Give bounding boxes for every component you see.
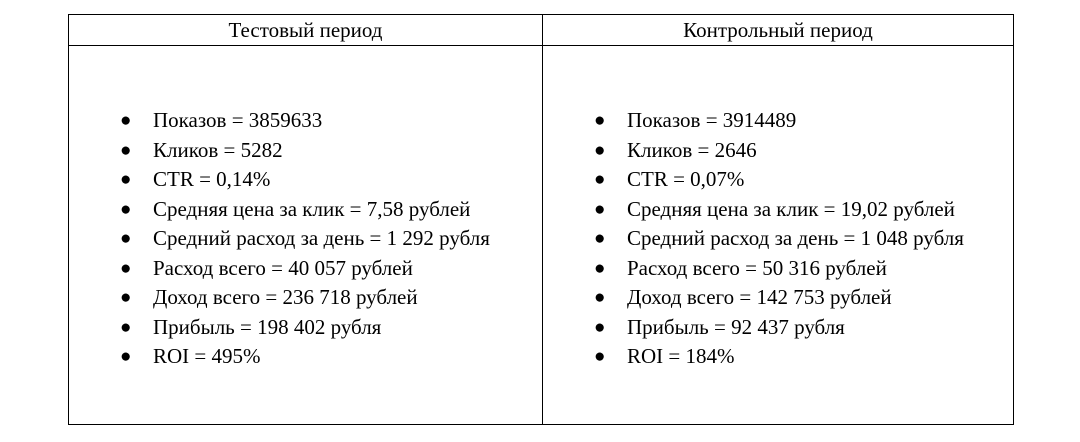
- test-period-cell: [69, 46, 543, 425]
- metric-item: [594, 313, 967, 343]
- bullet-icon: ●: [120, 316, 132, 338]
- metric-text: Средняя цена за клик = 19,02 рублей: [627, 196, 955, 221]
- metric-text: Показов = 3914489: [627, 108, 797, 132]
- bullet-icon: ●: [120, 228, 132, 249]
- metric-text: Средний расход за день = 1 292 рубля: [153, 226, 490, 250]
- bullet-icon: ●: [120, 346, 132, 367]
- metric-item: [594, 342, 967, 372]
- metric-text: Доход всего = 236 718 рублей: [153, 285, 418, 309]
- metric-item: [594, 106, 967, 136]
- metric-item: [120, 165, 528, 195]
- bullet-icon: ●: [120, 110, 132, 131]
- metric-text: Кликов = 2646: [627, 137, 757, 162]
- metric-text: CTR = 0,07%: [627, 167, 745, 191]
- bullet-icon: ●: [594, 228, 606, 249]
- metric-item: [120, 342, 528, 372]
- control-period-cell: [543, 46, 1014, 425]
- test-period-metrics-list: [120, 106, 528, 372]
- bullet-icon: ●: [594, 198, 606, 220]
- metric-text: Расход всего = 40 057 рублей: [153, 255, 413, 280]
- bullet-icon: ●: [120, 169, 132, 190]
- bullet-icon: ●: [120, 257, 132, 279]
- body-row: [69, 46, 1014, 425]
- bullet-icon: ●: [594, 316, 606, 338]
- bullet-icon: ●: [594, 257, 606, 279]
- metric-item: [120, 136, 528, 166]
- metric-item: [594, 195, 967, 225]
- metric-item: [120, 106, 528, 136]
- bullet-icon: ●: [594, 287, 606, 308]
- metric-text: Прибыль = 198 402 рубля: [153, 314, 382, 339]
- metric-item: [120, 313, 528, 343]
- metric-text: Средняя цена за клик = 7,58 рублей: [153, 196, 471, 221]
- metric-text: ROI = 184%: [627, 344, 735, 368]
- metric-item: [120, 224, 528, 254]
- header-row: [69, 15, 1014, 46]
- header-test-period: Тестовый период: [69, 15, 543, 46]
- bullet-icon: ●: [594, 169, 606, 190]
- metric-text: Расход всего = 50 316 рублей: [627, 255, 887, 280]
- metric-item: [594, 254, 967, 284]
- metric-text: Кликов = 5282: [153, 137, 283, 162]
- bullet-icon: ●: [120, 287, 132, 308]
- bullet-icon: ●: [120, 139, 132, 161]
- metric-item: [594, 136, 967, 166]
- bullet-icon: ●: [594, 139, 606, 161]
- metric-text: Прибыль = 92 437 рубля: [627, 314, 845, 339]
- metric-item: [120, 254, 528, 284]
- bullet-icon: ●: [594, 110, 606, 131]
- metric-item: [594, 165, 967, 195]
- bullet-icon: ●: [120, 198, 132, 220]
- control-period-metrics-list: [594, 106, 967, 372]
- metric-text: CTR = 0,14%: [153, 167, 271, 191]
- metric-item: [120, 195, 528, 225]
- metric-text: ROI = 495%: [153, 344, 261, 368]
- metric-text: Доход всего = 142 753 рублей: [627, 285, 892, 309]
- header-control-period: Контрольный период: [543, 15, 1014, 46]
- comparison-table: [68, 14, 1014, 425]
- metric-item: [120, 283, 528, 313]
- metric-text: Показов = 3859633: [153, 108, 323, 132]
- metric-text: Средний расход за день = 1 048 рубля: [627, 226, 964, 250]
- bullet-icon: ●: [594, 346, 606, 367]
- metric-item: [594, 283, 967, 313]
- metric-item: [594, 224, 967, 254]
